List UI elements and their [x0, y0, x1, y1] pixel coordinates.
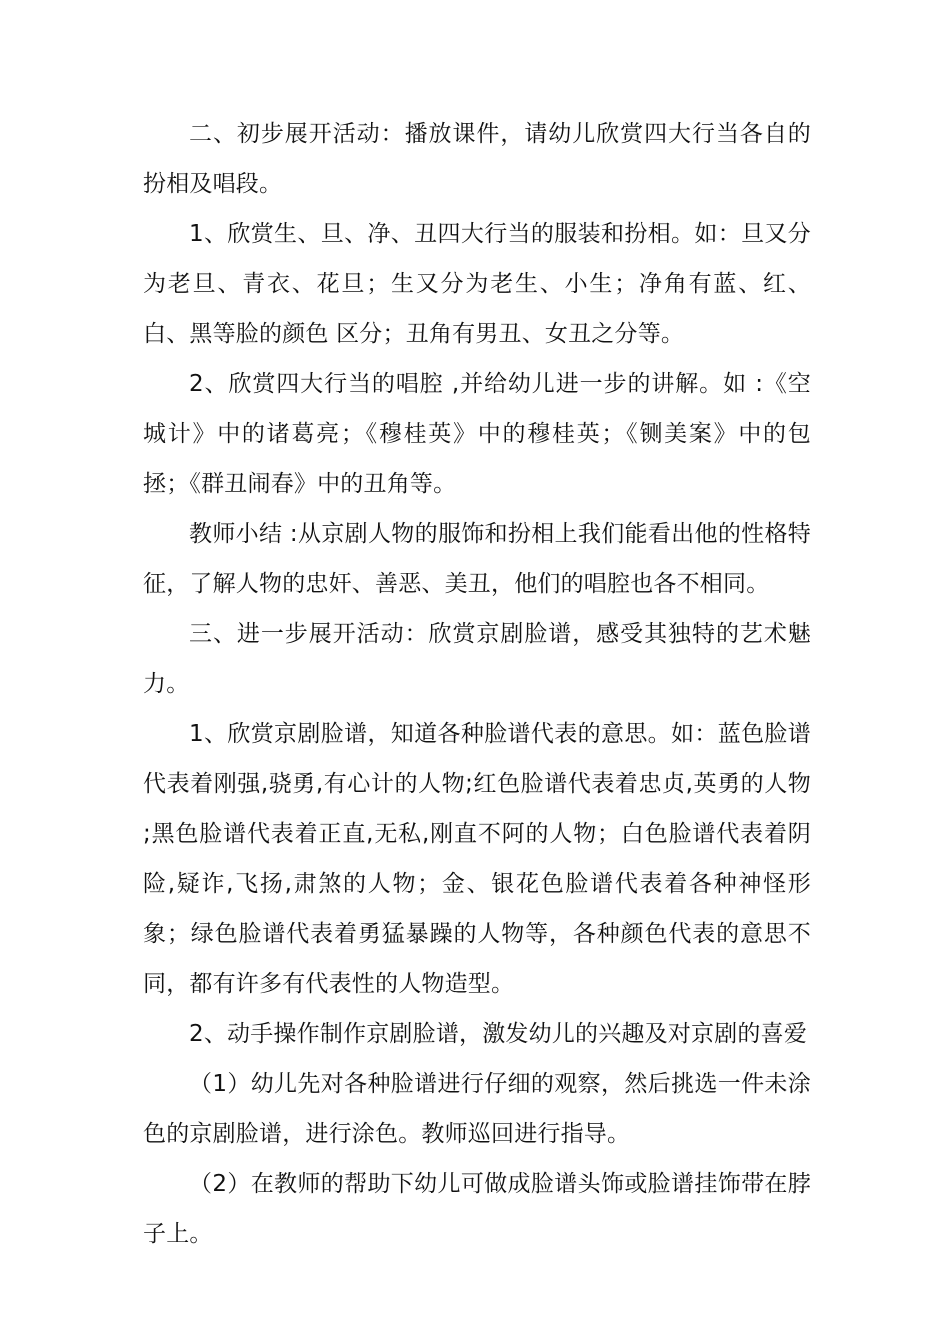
- teacher-summary-paragraph: 教师小结 :从京剧人物的服饰和扮相上我们能看出他的性格特征，了解人物的忠奸、善恶、美丑，他们的唱腔也各不相同。: [143, 521, 811, 597]
- facial-mask-meaning-paragraph: 1、欣赏京剧脸谱，知道各种脸谱代表的意思。如：蓝色脸谱代表着刚强,骁勇,有心计的人物;红色脸谱代表着忠贞,英勇的人物 ;黑色脸谱代表着正直,无私,刚直不阿的人物；白色脸谱代表着阴险,疑诈,飞扬,肃煞的人物；金、银花色脸谱代表着各种神怪形象；绿色脸谱代表着勇猛暴躁的人物等，各种颜色代表的意思不同，都有许多有代表性的人物造型。: [143, 721, 811, 997]
- step-one-paragraph: （1）幼儿先对各种脸谱进行仔细的观察，然后挑选一件未涂色的京剧脸谱，进行涂色。教师巡回进行指导。: [143, 1071, 811, 1147]
- step-two-paragraph: （2）在教师的帮助下幼儿可做成脸谱头饰或脸谱挂饰带在脖子上。: [143, 1171, 811, 1247]
- singing-appreciation-paragraph: 2、欣赏四大行当的唱腔 ,并给幼儿进一步的讲解。如 :《空城计》中的诸葛亮；《穆桂英》中的穆桂英；《铡美案》中的包拯；《群丑闹春》中的丑角等。: [143, 371, 811, 497]
- section-three-heading-paragraph: 三、进一步展开活动：欣赏京剧脸谱，感受其独特的艺术魅力。: [143, 621, 811, 697]
- section-two-heading-paragraph: 二、初步展开活动：播放课件，请幼儿欣赏四大行当各自的扮相及唱段。: [143, 121, 811, 197]
- costume-appreciation-paragraph: 1、欣赏生、旦、净、丑四大行当的服装和扮相。如：旦又分为老旦、青衣、花旦；生又分为老生、小生；净角有蓝、红、白、黑等脸的颜色 区分；丑角有男丑、女丑之分等。: [143, 221, 811, 347]
- document-body: [143, 109, 811, 1259]
- making-masks-paragraph: 2、动手操作制作京剧脸谱，激发幼儿的兴趣及对京剧的喜爱: [189, 1021, 808, 1047]
